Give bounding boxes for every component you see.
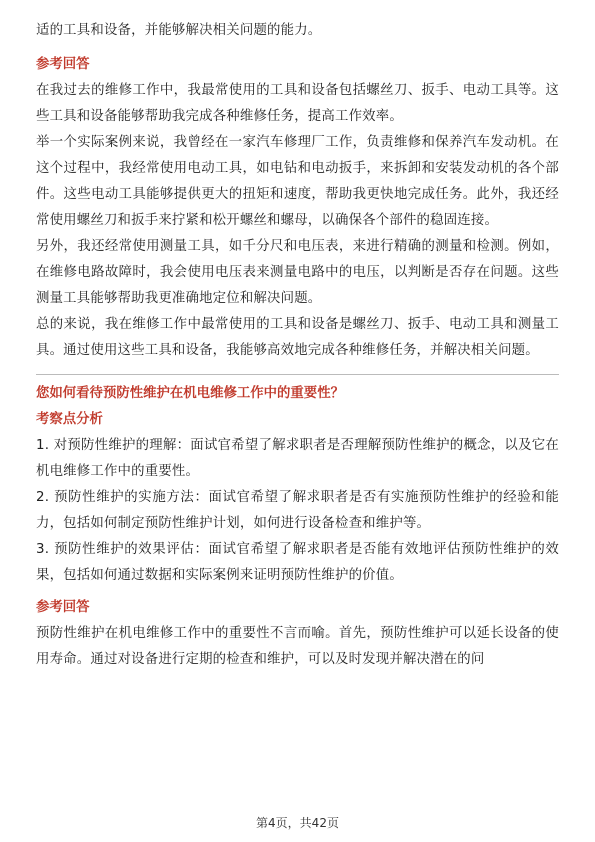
document-page (36, 18, 559, 673)
page-number: 第4页，共42页 (256, 816, 339, 830)
analysis-point: 2. 预防性维护的实施方法：面试官希望了解求职者是否有实施预防性维护的经验和能力，包括如何制定预防性维护计划，如何进行设备检查和维护等。 (36, 490, 559, 531)
answer1-paragraph: 在我过去的维修工作中，我最常使用的工具和设备包括螺丝刀、扳手、电动工具等。这些工具和设备能够帮助我完成各种维修任务，提高工作效率。 (36, 83, 559, 124)
answer2-label: 参考回答 (36, 600, 90, 615)
question-title: 您如何看待预防性维护在机电维修工作中的重要性？ (36, 386, 344, 401)
top-fragment: 适的工具和设备，并能够解决相关问题的能力。 (36, 23, 322, 38)
analysis-point: 3. 预防性维护的效果评估：面试官希望了解求职者是否能有效地评估预防性维护的效果，包括如何通过数据和实际案例来证明预防性维护的价值。 (36, 542, 559, 583)
analysis-point: 1. 对预防性维护的理解：面试官希望了解求职者是否理解预防性维护的概念，以及它在机电维修工作中的重要性。 (36, 438, 559, 479)
answer1-paragraph: 总的来说，我在维修工作中最常使用的工具和设备是螺丝刀、扳手、电动工具和测量工具。通过使用这些工具和设备，我能够高效地完成各种维修任务，并解决相关问题。 (36, 317, 559, 358)
analysis-label: 考察点分析 (36, 412, 103, 427)
answer1-paragraph: 另外，我还经常使用测量工具，如千分尺和电压表，来进行精确的测量和检测。例如，在维修电路故障时，我会使用电压表来测量电路中的电压，以判断是否存在问题。这些测量工具能够帮助我更准确地定位和解决问题。 (36, 239, 559, 306)
section-divider (36, 374, 559, 375)
answer2-paragraph: 预防性维护在机电维修工作中的重要性不言而喻。首先，预防性维护可以延长设备的使用寿命。通过对设备进行定期的检查和维护，可以及时发现并解决潜在的问 (36, 626, 559, 667)
answer1-paragraph: 举一个实际案例来说，我曾经在一家汽车修理厂工作，负责维修和保养汽车发动机。在这个过程中，我经常使用电动工具，如电钻和电动扳手，来拆卸和安装发动机的各个部件。这些电动工具能够提供更大的扭矩和速度，帮助我更快地完成任务。此外，我还经常使用螺丝刀和扳手来拧紧和松开螺丝和螺母，以确保各个部件的稳固连接。 (36, 135, 559, 228)
answer1-label: 参考回答 (36, 57, 90, 72)
